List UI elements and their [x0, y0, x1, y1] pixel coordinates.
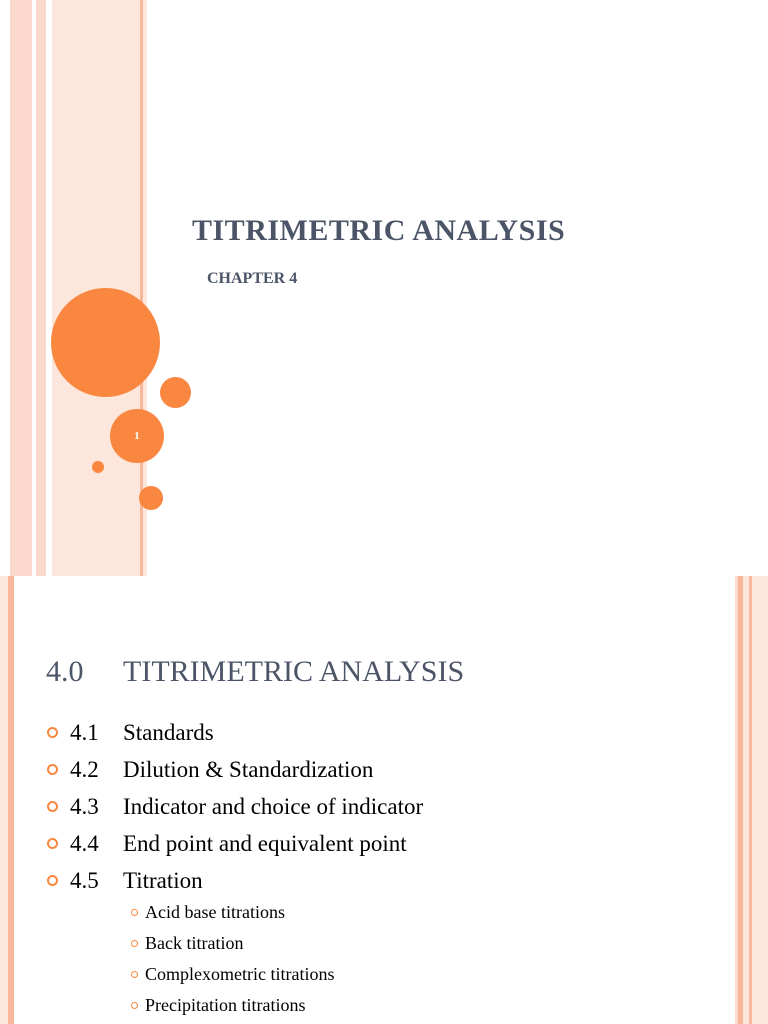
item-label: Indicator and choice of indicator: [123, 794, 424, 819]
ring-bullet-icon: [131, 909, 138, 916]
item-number: 4.5: [70, 868, 99, 893]
list-item: [46, 751, 423, 788]
ring-bullet-icon: [47, 838, 58, 849]
decor-stripe: [8, 576, 14, 1024]
ring-bullet-icon: [47, 875, 58, 886]
list-item: [46, 714, 423, 751]
titration-sublist: [130, 897, 334, 1021]
slide-title: TITRIMETRIC ANALYSIS: [192, 214, 566, 247]
sublist-item: [130, 897, 334, 928]
list-item: [46, 825, 423, 862]
item-number: 4.3: [70, 794, 99, 819]
sublist-item: [130, 990, 334, 1021]
item-label: Standards: [123, 720, 214, 745]
contents-slide: [0, 576, 768, 1024]
decor-stripe: [0, 576, 8, 1024]
item-number: 4.4: [70, 831, 99, 856]
decor-stripe: [0, 0, 10, 576]
decor-stripe: [10, 0, 32, 576]
slide-title: [46, 655, 464, 689]
sublist-item-label: Back titration: [145, 933, 244, 953]
item-label: Titration: [123, 868, 203, 893]
decor-stripe: [752, 576, 768, 1024]
item-number: 4.2: [70, 757, 99, 782]
item-number: 4.1: [70, 720, 99, 745]
decor-circle-small: [139, 486, 163, 510]
decor-circle-small: [160, 377, 191, 408]
sublist-item-label: Acid base titrations: [145, 902, 285, 922]
slide-subtitle: CHAPTER 4: [207, 270, 298, 287]
item-label: Dilution & Standardization: [123, 757, 374, 782]
sublist-item: [130, 928, 334, 959]
title-number: 4.0: [46, 655, 84, 688]
title-text: TITRIMETRIC ANALYSIS: [123, 655, 465, 688]
item-label: End point and equivalent point: [123, 831, 407, 856]
sublist-item-label: Complexometric titrations: [145, 964, 335, 984]
decor-stripe: [36, 0, 46, 576]
topic-list: [46, 714, 423, 899]
list-item: [46, 862, 423, 899]
decor-circle-tiny: [92, 461, 104, 473]
ring-bullet-icon: [47, 801, 58, 812]
page-number: 1: [134, 430, 140, 442]
sublist-item-label: Precipitation titrations: [145, 995, 306, 1015]
ring-bullet-icon: [131, 940, 138, 947]
list-item: [46, 788, 423, 825]
ring-bullet-icon: [47, 764, 58, 775]
ring-bullet-icon: [131, 971, 138, 978]
sublist-item: [130, 959, 334, 990]
ring-bullet-icon: [47, 727, 58, 738]
ring-bullet-icon: [131, 1002, 138, 1009]
decor-circle-large: [51, 288, 160, 397]
